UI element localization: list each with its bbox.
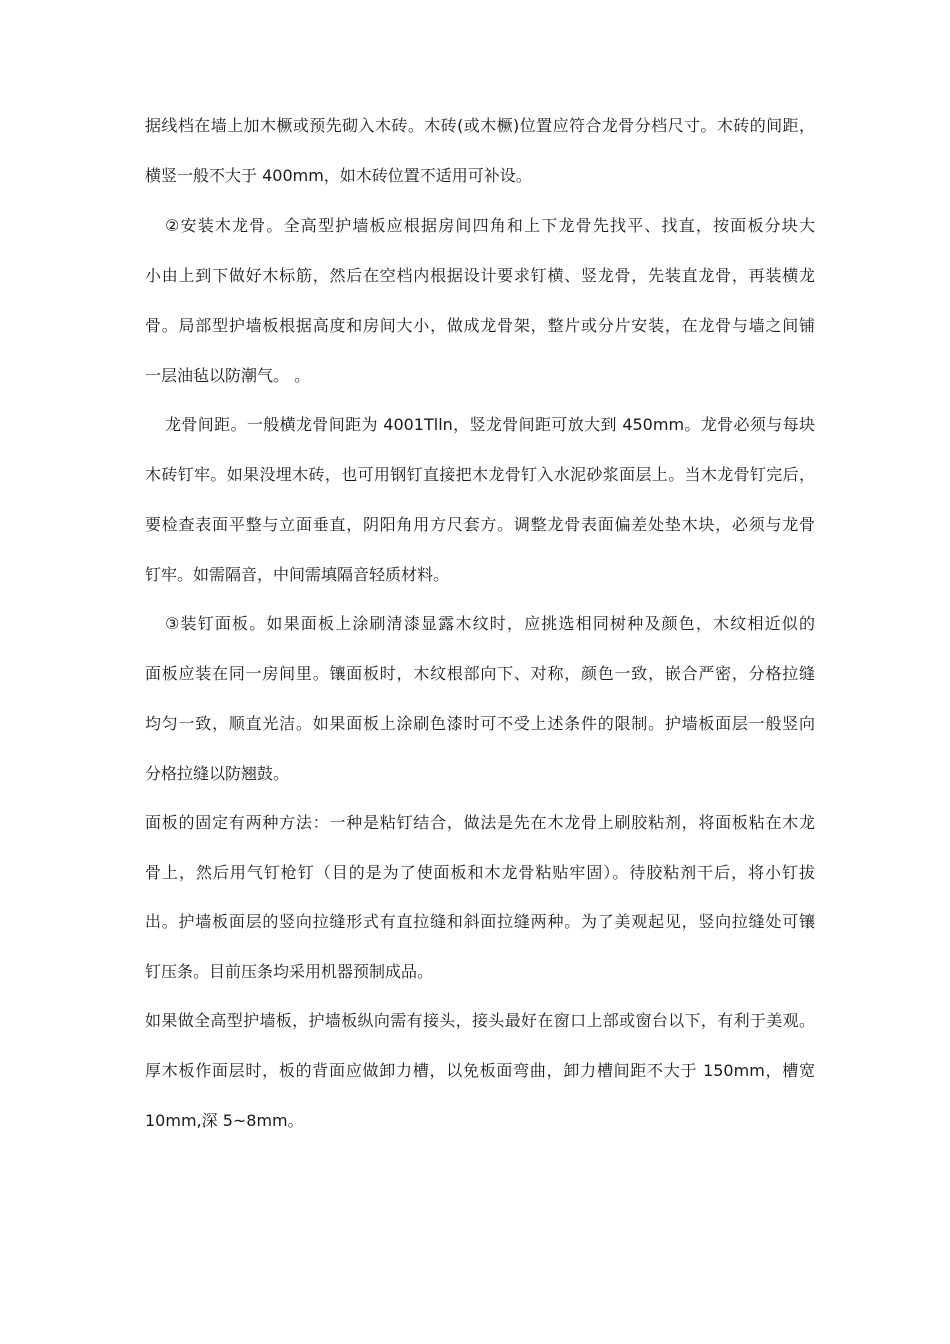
text-line: 均匀一致，顺直光洁。如果面板上涂刷色漆时可不受上述条件的限制。护墙板面层一般竖向 xyxy=(145,714,815,733)
text-line: 木砖钉牢。如果没埋木砖，也可用钢钉直接把木龙骨钉入水泥砂浆面层上。当木龙骨钉完后， xyxy=(145,465,815,484)
text-line: 要检查表面平整与立面垂直，阴阳角用方尺套方。调整龙骨表面偏差处垫木块，必须与龙骨 xyxy=(145,515,815,534)
text-line: 钉压条。目前压条均采用机器预制成品。 xyxy=(145,962,434,981)
text-line: ③装钉面板。如果面板上涂刷清漆显露木纹时，应挑选相同树种及颜色，木纹相近似的 xyxy=(165,614,815,633)
text-line: 分格拉缝以防翘鼓。 xyxy=(145,764,290,783)
text-line: ②安装木龙骨。全高型护墙板应根据房间四角和上下龙骨先找平、找直，按面板分块大 xyxy=(165,216,815,235)
text-line: 厚木板作面层时，板的背面应做卸力槽，以免板面弯曲，卸力槽间距不大于 150mm，槽宽 xyxy=(145,1061,815,1080)
text-line: 10mm,深 5~8mm。 xyxy=(145,1111,304,1130)
text-line: 出。护墙板面层的竖向拉缝形式有直拉缝和斜面拉缝两种。为了美观起见，竖向拉缝处可镶 xyxy=(145,912,815,931)
text-line: 龙骨间距。一般横龙骨间距为 4001Tlln，竖龙骨间距可放大到 450mm。龙骨必须与每块 xyxy=(165,415,815,434)
text-line: 骨。局部型护墙板根据高度和房间大小，做成龙骨架，整片或分片安装，在龙骨与墙之间铺 xyxy=(145,316,815,335)
text-line: 一层油毡以防潮气。 。 xyxy=(145,366,311,385)
text-line: 骨上，然后用气钉枪钉（目的是为了使面板和木龙骨粘贴牢固）。待胶粘剂干后，将小钉拔 xyxy=(145,863,815,882)
text-line: 面板的固定有两种方法：一种是粘钉结合，做法是先在木龙骨上刷胶粘剂，将面板粘在木龙 xyxy=(145,813,815,832)
text-line: 据线档在墙上加木橛或预先砌入木砖。木砖(或木橛)位置应符合龙骨分档尺寸。木砖的间距， xyxy=(145,116,815,135)
text-line: 面板应装在同一房间里。镶面板时，木纹根部向下、对称，颜色一致，嵌合严密，分格拉缝 xyxy=(145,664,815,683)
text-line: 小由上到下做好木标筋，然后在空档内根据设计要求钉横、竖龙骨，先装直龙骨，再装横龙 xyxy=(145,266,815,285)
text-line: 钉牢。如需隔音，中间需填隔音轻质材料。 xyxy=(145,565,450,584)
text-line: 如果做全高型护墙板，护墙板纵向需有接头，接头最好在窗口上部或窗台以下，有利于美观。 xyxy=(145,1011,815,1030)
text-line: 横竖一般不大于 400mm，如木砖位置不适用可补设。 xyxy=(145,166,532,185)
